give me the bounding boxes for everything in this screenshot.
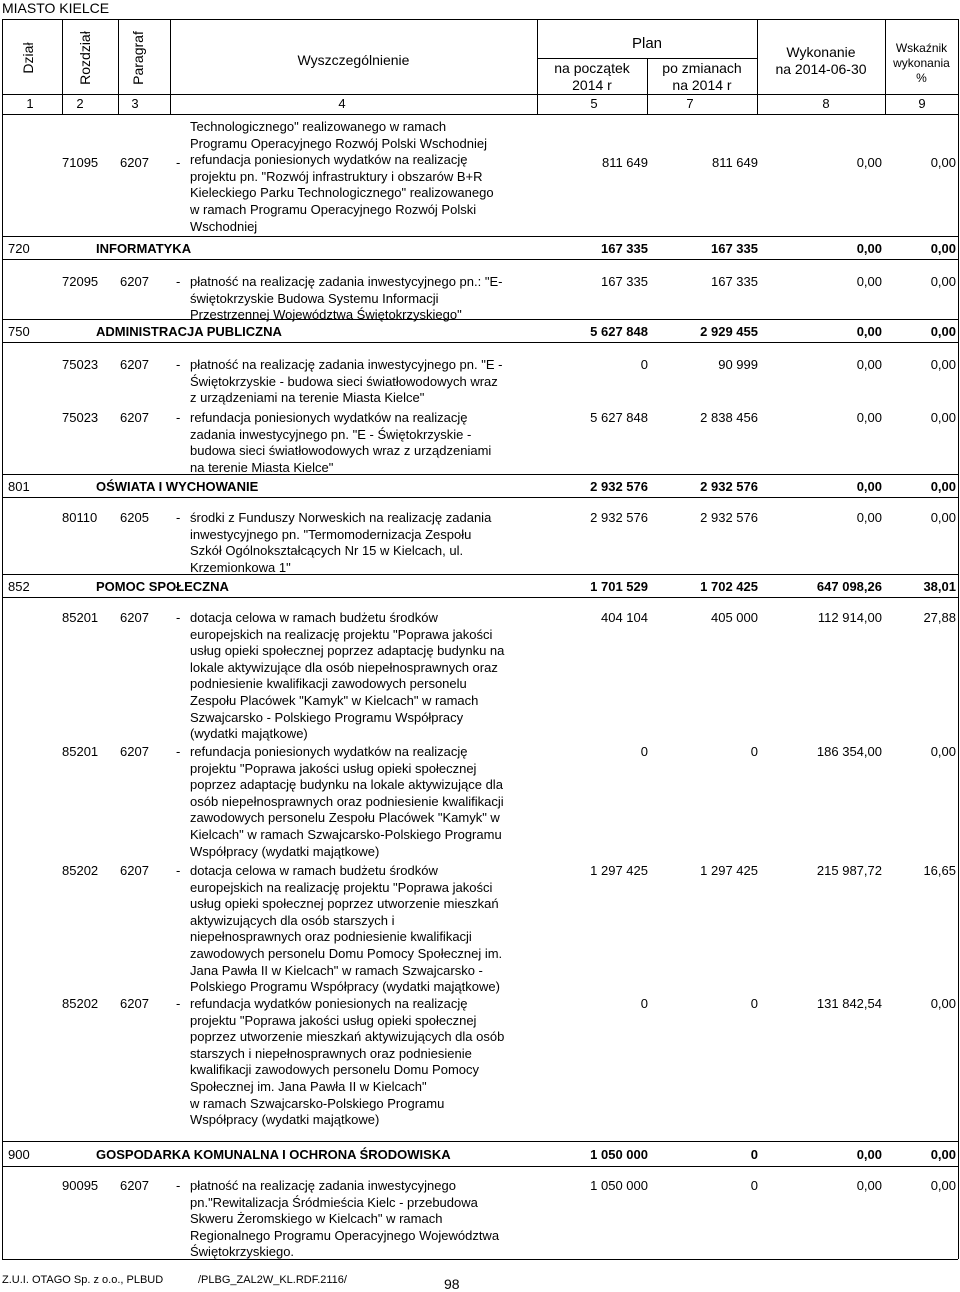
colnum-1: 1 bbox=[26, 96, 34, 111]
rozdzial-cell: 75023 bbox=[62, 357, 99, 372]
page-number: 98 bbox=[444, 1276, 460, 1292]
dash-marker: - bbox=[176, 744, 181, 759]
wykonanie-cell: 0,00 bbox=[856, 479, 882, 494]
paragraf-cell: 6207 bbox=[120, 357, 149, 372]
plan-zmiany-cell: 0 bbox=[750, 1178, 758, 1193]
dzial-cell: 750 bbox=[8, 324, 30, 339]
page-title: MIASTO KIELCE bbox=[2, 0, 110, 16]
plan-poczatek-cell: 0 bbox=[640, 357, 648, 372]
colnum-5: 5 bbox=[590, 96, 598, 111]
section-name: POMOC SPOŁECZNA bbox=[96, 579, 229, 594]
header-rozdzial: Rozdział bbox=[77, 31, 93, 85]
plan-zmiany-cell: 167 335 bbox=[711, 241, 758, 256]
plan-zmiany-cell: 90 999 bbox=[718, 357, 758, 372]
plan-poczatek-cell: 2 932 576 bbox=[590, 510, 648, 525]
dash-marker: - bbox=[176, 1178, 181, 1193]
plan-poczatek-cell: 1 050 000 bbox=[590, 1147, 648, 1162]
colnum-9: 9 bbox=[918, 96, 926, 111]
colnum-4: 4 bbox=[338, 96, 346, 111]
wskaznik-cell: 16,65 bbox=[923, 863, 956, 878]
dzial-cell: 720 bbox=[8, 241, 30, 256]
plan-zmiany-cell: 2 838 456 bbox=[700, 410, 758, 425]
description-cell: dotacja celowa w ramach budżetu środków europejskich na realizację projektu "Poprawa jakości usług opieki społecznej poprzez adaptację budynku na lokale aktywizujące dla osób niepełnosprawnych oraz podniesienie kwalifikacji zawodowych personelu Zespołu Placówek "Kamyk" w Kielcach" w ramach Szwajcarsko - Polskiego Programu Współpracy (wydatki majątkowe) bbox=[190, 610, 505, 742]
plan-zmiany-cell: 0 bbox=[750, 996, 758, 1011]
wykonanie-cell: 0,00 bbox=[856, 357, 882, 372]
paragraf-cell: 6207 bbox=[120, 410, 149, 425]
paragraf-cell: 6207 bbox=[120, 744, 149, 759]
section-name: ADMINISTRACJA PUBLICZNA bbox=[96, 324, 282, 339]
header-plan: Plan bbox=[631, 35, 663, 52]
description-cell: płatność na realizację zadania inwestycyjnego pn. "E - Świętokrzyskie - budowa sieci światłowodowych wraz z urządzeniami na terenie Miasta Kielce" bbox=[190, 357, 503, 406]
wykonanie-cell: 647 098,26 bbox=[816, 579, 882, 594]
dzial-cell: 900 bbox=[8, 1147, 30, 1162]
plan-zmiany-cell: 1 297 425 bbox=[700, 863, 758, 878]
dash-marker: - bbox=[176, 155, 181, 170]
rozdzial-cell: 71095 bbox=[62, 155, 99, 170]
wskaznik-cell: 0,00 bbox=[930, 479, 956, 494]
section-name: INFORMATYKA bbox=[96, 241, 192, 256]
wykonanie-cell: 112 914,00 bbox=[817, 610, 882, 625]
description-cell: refundacja poniesionych wydatków na realizację zadania inwestycyjnego pn. "E - Świętokrzyskie - budowa sieci światłowodowych wraz z urządzeniami na terenie Miasta Kielce" bbox=[190, 410, 492, 475]
wskaznik-cell: 0,00 bbox=[930, 996, 956, 1011]
paragraf-cell: 6207 bbox=[120, 155, 149, 170]
wykonanie-cell: 0,00 bbox=[856, 410, 882, 425]
section-name: OŚWIATA I WYCHOWANIE bbox=[96, 479, 259, 494]
header-plan-zmiany: po zmianach na 2014 r bbox=[662, 60, 742, 93]
wykonanie-cell: 0,00 bbox=[856, 155, 882, 170]
wskaznik-cell: 0,00 bbox=[930, 357, 956, 372]
dash-marker: - bbox=[176, 610, 181, 625]
wskaznik-cell: 0,00 bbox=[930, 1147, 956, 1162]
rozdzial-cell: 85201 bbox=[62, 744, 99, 759]
plan-poczatek-cell: 167 335 bbox=[601, 241, 648, 256]
wskaznik-cell: 0,00 bbox=[930, 410, 956, 425]
plan-zmiany-cell: 811 649 bbox=[711, 155, 758, 170]
plan-poczatek-cell: 167 335 bbox=[601, 274, 648, 289]
description-cell: środki z Funduszy Norweskich na realizację zadania inwestycyjnego pn. "Termomodernizacja Zespołu Szkół Ogólnokształcących Nr 15 w Kielcach, ul. Krzemionkowa 1" bbox=[190, 510, 492, 575]
plan-poczatek-cell: 0 bbox=[640, 744, 648, 759]
wykonanie-cell: 0,00 bbox=[856, 324, 882, 339]
rozdzial-cell: 72095 bbox=[62, 274, 99, 289]
wykonanie-cell: 0,00 bbox=[856, 241, 882, 256]
paragraf-cell: 6207 bbox=[120, 274, 149, 289]
paragraf-cell: 6207 bbox=[120, 610, 149, 625]
description-cell: płatność na realizację zadania inwestycyjnego pn."Rewitalizacja Śródmieścia Kielc - przebudowa Skweru Żeromskiego w Kielcach" w ramach Regionalnego Programu Operacyjnego Województwa Świętokrzyskiego. bbox=[190, 1178, 500, 1260]
dzial-cell: 801 bbox=[8, 479, 30, 494]
dash-marker: - bbox=[176, 996, 181, 1011]
plan-poczatek-cell: 1 050 000 bbox=[590, 1178, 648, 1193]
plan-poczatek-cell: 811 649 bbox=[601, 155, 648, 170]
wykonanie-cell: 131 842,54 bbox=[816, 996, 882, 1011]
header-paragraf: Paragraf bbox=[130, 31, 146, 85]
plan-zmiany-cell: 1 702 425 bbox=[700, 579, 758, 594]
plan-zmiany-cell: 0 bbox=[750, 744, 758, 759]
plan-poczatek-cell: 2 932 576 bbox=[590, 479, 648, 494]
footer-path: /PLBG_ZAL2W_KL.RDF.2116/ bbox=[198, 1274, 347, 1286]
plan-zmiany-cell: 0 bbox=[750, 1147, 758, 1162]
colnum-3: 3 bbox=[131, 96, 139, 111]
rozdzial-cell: 85202 bbox=[62, 863, 99, 878]
plan-zmiany-cell: 405 000 bbox=[711, 610, 758, 625]
plan-poczatek-cell: 1 297 425 bbox=[590, 863, 648, 878]
wykonanie-cell: 0,00 bbox=[856, 274, 882, 289]
plan-poczatek-cell: 5 627 848 bbox=[590, 410, 648, 425]
wykonanie-cell: 0,00 bbox=[856, 1147, 882, 1162]
plan-zmiany-cell: 167 335 bbox=[711, 274, 758, 289]
plan-poczatek-cell: 404 104 bbox=[601, 610, 648, 625]
colnum-8: 8 bbox=[822, 96, 830, 111]
rozdzial-cell: 80110 bbox=[62, 510, 98, 525]
wskaznik-cell: 0,00 bbox=[930, 274, 956, 289]
header-wykonanie: Wykonanie na 2014-06-30 bbox=[775, 44, 867, 77]
header-wyszczegolnienie: Wyszczególnienie bbox=[297, 52, 410, 68]
description-cell: płatność na realizację zadania inwestycyjnego pn.: "E- świętokrzyskie Budowa Systemu Informacji Przestrzennej Województwa Świętokrzyskiego" bbox=[190, 274, 503, 323]
header-plan-poczatek: na początek 2014 r bbox=[554, 60, 630, 93]
rozdzial-cell: 90095 bbox=[62, 1178, 99, 1193]
footer-company: Z.U.I. OTAGO Sp. z o.o., PLBUD bbox=[2, 1274, 164, 1286]
wykonanie-cell: 215 987,72 bbox=[816, 863, 882, 878]
wskaznik-cell: 0,00 bbox=[930, 510, 956, 525]
wskaznik-cell: 0,00 bbox=[930, 241, 956, 256]
description-cell: Technologicznego" realizowanego w ramach Programu Operacyjnego Rozwój Polski Wschodniej refundacja poniesionych wydatków na realizację projektu pn. "Rozwój infrastruktury i obszarów B+R Kieleckiego Parku Technologicznego" realizowanego w ramach Programu Operacyjnego Rozwój Polski Wschodniej bbox=[190, 119, 494, 234]
plan-zmiany-cell: 2 932 576 bbox=[700, 510, 758, 525]
paragraf-cell: 6207 bbox=[120, 863, 149, 878]
section-name: GOSPODARKA KOMUNALNA I OCHRONA ŚRODOWISKA bbox=[96, 1147, 451, 1162]
wskaznik-cell: 0,00 bbox=[930, 155, 956, 170]
plan-poczatek-cell: 5 627 848 bbox=[590, 324, 648, 339]
wskaznik-cell: 27,88 bbox=[923, 610, 956, 625]
wskaznik-cell: 0,00 bbox=[930, 1178, 956, 1193]
wskaznik-cell: 0,00 bbox=[930, 324, 956, 339]
plan-poczatek-cell: 0 bbox=[640, 996, 648, 1011]
dzial-cell: 852 bbox=[8, 579, 30, 594]
dash-marker: - bbox=[176, 357, 181, 372]
paragraf-cell: 6207 bbox=[120, 996, 149, 1011]
header-wskaznik: Wskaźnik wykonania % bbox=[893, 41, 950, 85]
paragraf-cell: 6205 bbox=[120, 510, 149, 525]
description-cell: dotacja celowa w ramach budżetu środków europejskich na realizację projektu "Poprawa jakości usług opieki społecznej poprzez utworzenie mieszkań aktywizujących dla osób starszych i niepełnosprawnych oraz podniesienie kwalifikacji zawodowych personelu Domu Pomocy Społecznej im. Jana Pawła II w Kielcach" w ramach Szwajcarsko - Polskiego Programu Współpracy (wydatki majątkowe) bbox=[190, 863, 503, 995]
rozdzial-cell: 75023 bbox=[62, 410, 99, 425]
rozdzial-cell: 85202 bbox=[62, 996, 99, 1011]
plan-zmiany-cell: 2 932 576 bbox=[700, 479, 758, 494]
description-cell: refundacja poniesionych wydatków na realizację projektu "Poprawa jakości usług opieki społecznej poprzez adaptację budynku na lokale aktywizujące dla osób niepełnosprawnych oraz podniesienie kwalifikacji zawodowych personelu Zespołu Placówek "Kamyk" w Kielcach" w ramach Szwajcarsko-Polskiego Programu Współpracy (wydatki majątkowe) bbox=[190, 744, 504, 859]
dash-marker: - bbox=[176, 274, 181, 289]
header-dzial: Dział bbox=[20, 42, 36, 74]
colnum-2: 2 bbox=[76, 96, 84, 111]
dash-marker: - bbox=[176, 410, 181, 425]
wskaznik-cell: 0,00 bbox=[930, 744, 956, 759]
plan-poczatek-cell: 1 701 529 bbox=[590, 579, 648, 594]
colnum-7: 7 bbox=[686, 96, 694, 111]
description-cell: refundacja wydatków poniesionych na realizację projektu "Poprawa jakości usług opieki społecznej poprzez utworzenie mieszkań aktywizujących dla osób starszych i niepełnosprawnych oraz podniesienie kwalifikacji zawodowych personelu Domu Pomocy Społecznej im. Jana Pawła II w Kielcach" w ramach Szwajcarsko-Polskiego Programu Współpracy (wydatki majątkowe) bbox=[190, 996, 505, 1128]
rozdzial-cell: 85201 bbox=[62, 610, 99, 625]
dash-marker: - bbox=[176, 863, 181, 878]
wykonanie-cell: 0,00 bbox=[856, 1178, 882, 1193]
plan-zmiany-cell: 2 929 455 bbox=[700, 324, 758, 339]
wykonanie-cell: 186 354,00 bbox=[816, 744, 882, 759]
dash-marker: - bbox=[176, 510, 181, 525]
wskaznik-cell: 38,01 bbox=[923, 579, 956, 594]
wykonanie-cell: 0,00 bbox=[856, 510, 882, 525]
paragraf-cell: 6207 bbox=[120, 1178, 149, 1193]
